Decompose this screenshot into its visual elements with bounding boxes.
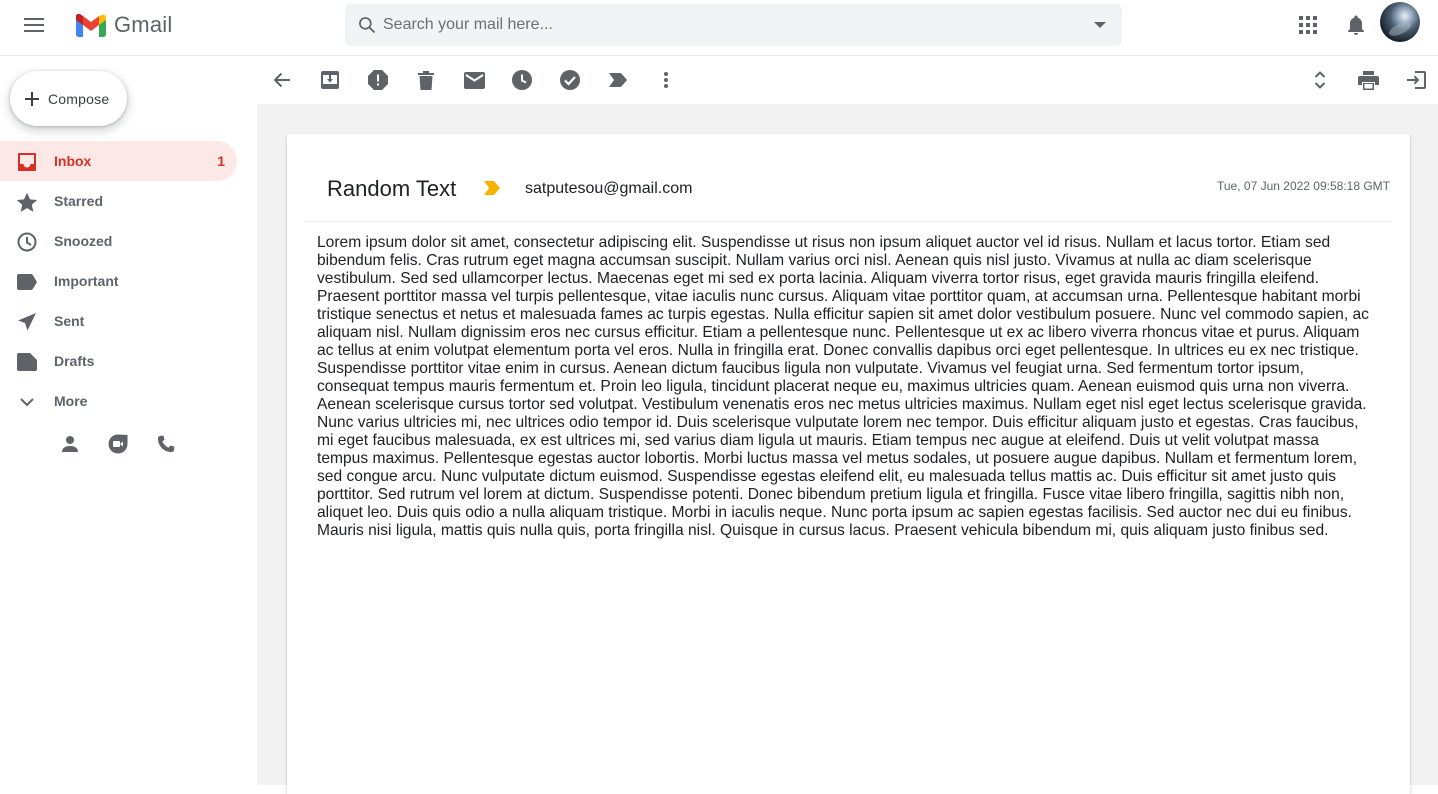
app-name: Gmail bbox=[114, 12, 173, 37]
email-date: Tue, 07 Jun 2022 09:58:18 GMT bbox=[1217, 179, 1390, 193]
mark-unread-icon[interactable] bbox=[462, 68, 486, 92]
message-toolbar bbox=[257, 56, 1438, 104]
hangouts-bar bbox=[0, 424, 257, 464]
chevron-down-icon bbox=[16, 391, 38, 413]
send-icon bbox=[16, 311, 38, 333]
person-icon[interactable] bbox=[59, 433, 81, 455]
sidebar-item-important[interactable] bbox=[0, 261, 237, 301]
sidebar-item-sent[interactable] bbox=[0, 301, 237, 341]
sidebar-item-label: Drafts bbox=[54, 353, 95, 369]
expand-icon[interactable] bbox=[1308, 68, 1332, 92]
gmail-logo[interactable] bbox=[76, 12, 172, 38]
main-menu-button[interactable] bbox=[14, 5, 54, 45]
sidebar-item-snoozed[interactable] bbox=[0, 221, 237, 261]
email-body: Lorem ipsum dolor sit amet, consectetur adipiscing elit. Suspendisse ut risus non ipsum aliquet auctor vel id risus. Nullam et lacus tortor. Etiam sed bibendum felis. Cras rutrum eget magna accumsan suscipit. Nullam varius orci nisl. Aenean quis nisl justo. Vivamus at nulla ac diam scelerisque vestibulum. Sed sed ullamcorper lectus. Maecenas eget mi sed ex porta lacinia. Aliquam viverra tortor risus, eget gravida mauris fringilla eleifend. Praesent porttitor massa vel turpis pellentesque, vitae iaculis nunc cursus. Aliquam vitae porttitor quam, at accumsan urna. Pellentesque habitant morbi tristique senectus et netus et malesuada fames ac turpis egestas. Nulla efficitur sapien sit amet dolor vestibulum posuere. Nunc vel commodo sapien, ac aliquam nisl. Nullam dignissim eros nec cursus efficitur. Etiam a pellentesque nunc. Pellentesque ut ex ac libero viverra rhoncus vitae et purus. Aliquam ac tellus at enim volutpat elementum porta vel eros. Nulla in fringilla erat. Donec convallis dapibus orci eget pellentesque. In ultrices eu ex nec tristique. Suspendisse porttitor vitae enim in cursus. Aenean dictum faucibus ligula non vulputate. Vivamus vel feugiat urna. Sed fermentum tortor ipsum, consequat tempus mauris fermentum et. Proin leo ligula, tincidunt placerat neque eu, maximus ultricies quam. Aenean euismod quis urna non viverra. Aenean scelerisque cursus tortor sed volutpat. Vestibulum venenatis eros nec metus ultricies maximus. Nullam eget nisl eget lectus scelerisque gravida. Nunc varius ultricies mi, nec ultrices odio tempor id. Duis scelerisque vulputate lorem nec tempor. Duis efficitur aliquam justo et egestas. Cras faucibus, mi eget faucibus malesuada, ex est ultrices mi, sed varius diam ligula ut mauris. Etiam tempus nec augue at eleifend. Duis ut velit volutpat massa tempus maximus. Pellentesque egestas auctor lobortis. Morbi luctus massa vel metus sodales, ut posuere augue dapibus. Nullam et fermentum lorem, sed congue arcu. Nunc vulputate dictum euismod. Suspendisse egestas eleifend elit, eu malesuada tellus mattis ac. Duis efficitur sit amet justo quis porttitor. Sed rutrum vel lorem at dictum. Suspendisse potenti. Donec bibendum pretium ligula et fringilla. Fusce vitae libero fringilla, sagittis nibh non, aliquet leo. Duis quis odio a nulla aliquam tristique. Morbi in iaculis neque. Nunc porta ipsum ac sapien egestas facilisis. Sed auctor nec dui eu finibus. Mauris nisi ligula, mattis quis nulla quis, porta fringilla nisl. Quisque in cursus lacus. Praesent vehicula bibendum mi, quis aliquam justo finibus sed. bbox=[317, 234, 1369, 539]
delete-icon[interactable] bbox=[414, 68, 438, 92]
search-input[interactable] bbox=[377, 16, 1078, 34]
account-avatar[interactable] bbox=[1380, 2, 1420, 42]
apps-button[interactable] bbox=[1294, 0, 1322, 50]
sidebar-item-inbox[interactable] bbox=[0, 141, 237, 181]
move-to-icon[interactable] bbox=[606, 68, 630, 92]
sidebar-item-more[interactable] bbox=[0, 381, 237, 421]
sidebar-item-label: Inbox bbox=[54, 153, 92, 169]
meet-icon[interactable] bbox=[107, 433, 129, 455]
important-marker-icon[interactable] bbox=[484, 181, 502, 195]
sidebar-item-label: Starred bbox=[54, 193, 104, 209]
back-arrow-icon[interactable] bbox=[270, 68, 294, 92]
inbox-icon bbox=[16, 151, 38, 173]
archive-icon[interactable] bbox=[318, 68, 342, 92]
search-options-button[interactable] bbox=[1078, 4, 1122, 46]
sender-email: satputesou@gmail.com bbox=[525, 180, 693, 197]
main-panel bbox=[257, 56, 1438, 785]
email-subject: Random Text bbox=[327, 176, 457, 201]
compose-button[interactable] bbox=[10, 71, 127, 126]
star-icon bbox=[16, 191, 38, 213]
sidebar bbox=[0, 56, 257, 785]
sidebar-item-label: Sent bbox=[54, 313, 85, 329]
report-spam-icon[interactable] bbox=[366, 68, 390, 92]
sidebar-item-label: Snoozed bbox=[54, 233, 113, 249]
plus-icon bbox=[22, 89, 42, 109]
search-bar bbox=[345, 4, 1122, 46]
unread-count: 1 bbox=[217, 153, 225, 169]
notifications-button[interactable] bbox=[1342, 0, 1370, 50]
open-new-window-icon[interactable] bbox=[1404, 68, 1428, 92]
snooze-icon[interactable] bbox=[510, 68, 534, 92]
apps-grid-icon bbox=[1299, 16, 1317, 34]
compose-label: Compose bbox=[48, 90, 110, 107]
sidebar-item-drafts[interactable] bbox=[0, 341, 237, 381]
email-card bbox=[287, 134, 1410, 794]
draft-icon bbox=[16, 351, 38, 373]
clock-icon bbox=[16, 231, 38, 253]
sidebar-item-starred[interactable] bbox=[0, 181, 237, 221]
email-header bbox=[307, 134, 1390, 222]
gmail-logo-icon bbox=[76, 14, 106, 37]
more-vert-icon[interactable] bbox=[654, 68, 678, 92]
print-icon[interactable] bbox=[1356, 68, 1380, 92]
add-task-icon[interactable] bbox=[558, 68, 582, 92]
hamburger-menu-icon bbox=[24, 18, 44, 32]
phone-icon[interactable] bbox=[155, 433, 177, 455]
bell-icon bbox=[1347, 15, 1365, 36]
search-icon[interactable] bbox=[357, 15, 377, 35]
top-bar bbox=[0, 0, 1438, 56]
label-icon bbox=[16, 271, 38, 293]
caret-down-icon bbox=[1094, 22, 1106, 28]
sidebar-item-label: More bbox=[54, 393, 88, 409]
sidebar-item-label: Important bbox=[54, 273, 119, 289]
folder-nav bbox=[0, 141, 257, 421]
